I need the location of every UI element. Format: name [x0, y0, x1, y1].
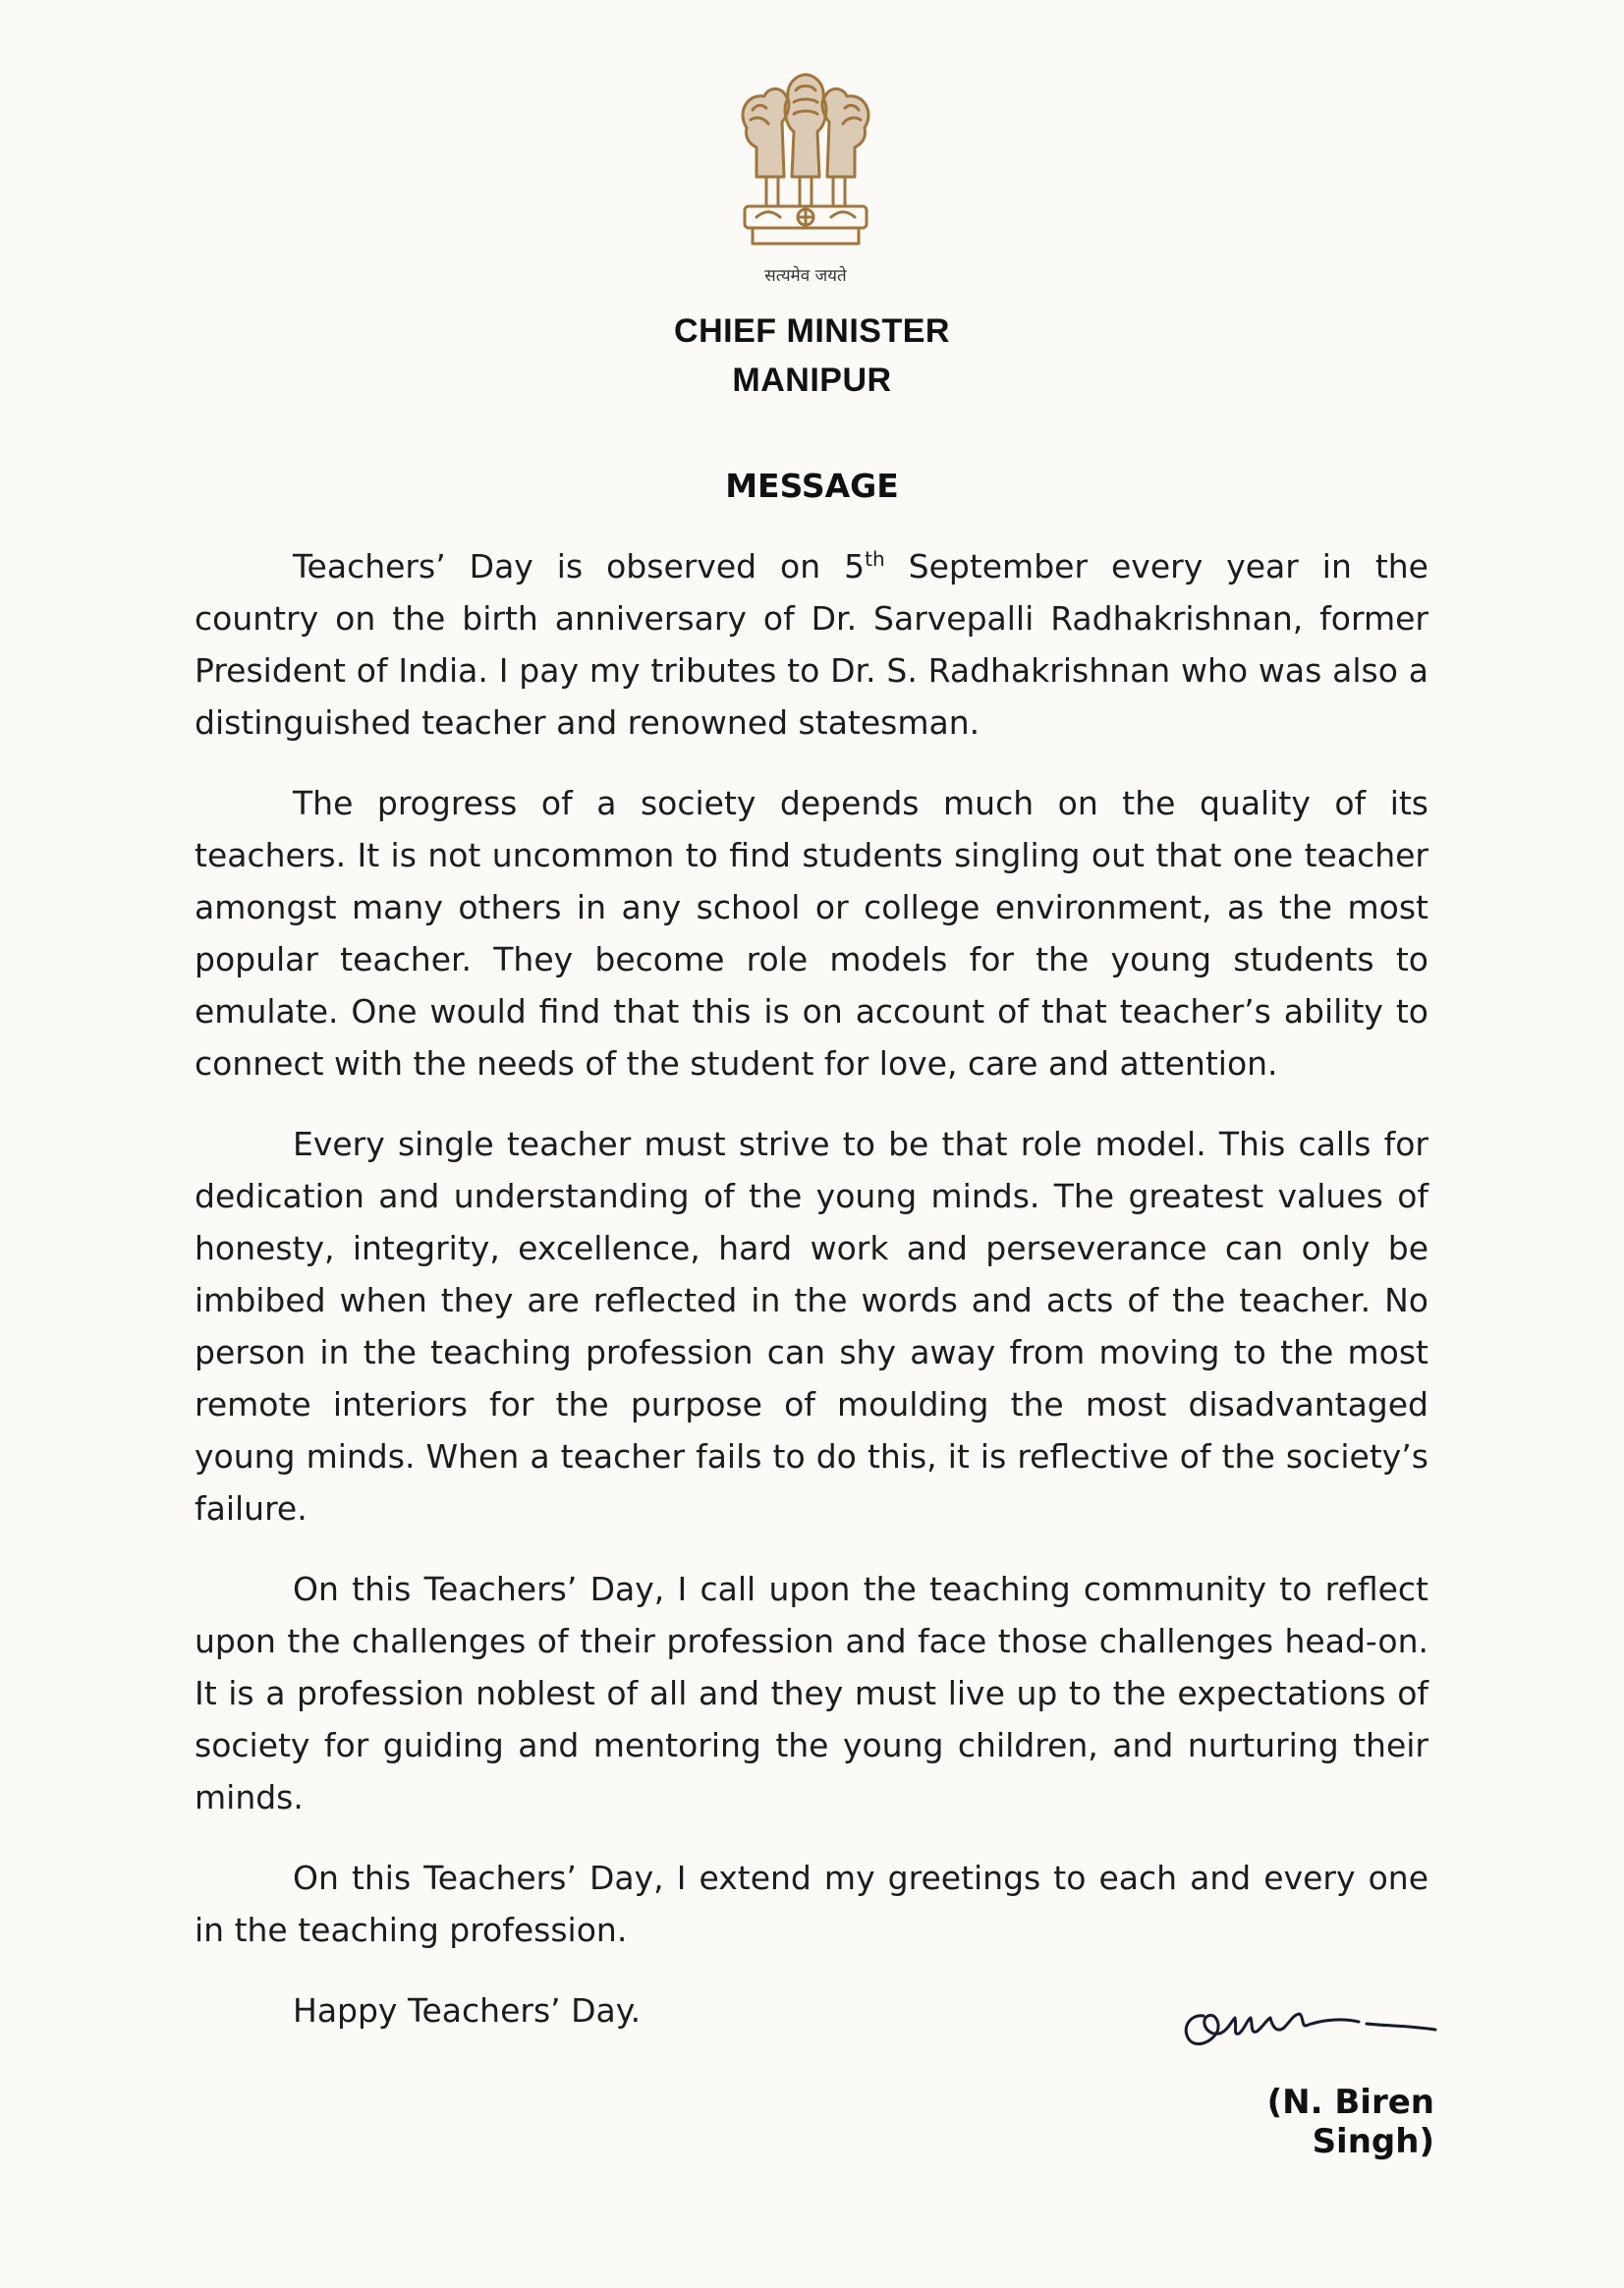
paragraph-1-start: Teachers’ Day is observed on 5	[293, 547, 866, 586]
handwritten-signature	[1174, 1975, 1439, 2063]
paragraph-2: The progress of a society depends much on the quality of its teachers. It is not uncommon to find students singling out that one teacher amongst many others in any school or college environment, as the most popular teacher. They become role models for the young students to emulate. One would find that this is on account of that teacher’s ability to connect with the needs of the student for love, care and attention.	[195, 784, 1428, 1083]
signatory-name: (N. Biren Singh)	[1266, 2083, 1434, 2161]
message-title: MESSAGE	[725, 467, 899, 505]
paragraph-5: On this Teachers’ Day, I extend my greetings to each and every one in the teaching profession.	[195, 1859, 1428, 1949]
paragraph-6: Happy Teachers’ Day.	[293, 1991, 642, 2030]
ordinal-suffix: th	[865, 547, 885, 571]
lion-capital-icon	[727, 69, 884, 265]
paragraph-1	[195, 540, 1428, 749]
national-emblem	[727, 69, 884, 295]
office-state: MANIPUR	[732, 362, 892, 399]
emblem-motto: सत्यमेव जयते	[764, 266, 847, 286]
office-title: CHIEF MINISTER	[674, 312, 950, 350]
paragraph-4: On this Teachers’ Day, I call upon the teaching community to reflect upon the challenges of their profession and face those challenges head-on. It is a profession noblest of all and they must live up to the expectations of society for guiding and mentoring the young children, and nurturing their minds.	[195, 1570, 1428, 1816]
message-body	[195, 540, 1428, 2065]
paragraph-1-rest: September every year in the country on the birth anniversary of Dr. Sarvepalli Radhakrishnan, former President of India. I pay my tributes to Dr. S. Radhakrishnan who was also a distinguished teacher and renowned statesman.	[195, 547, 1428, 742]
paragraph-3: Every single teacher must strive to be that role model. This calls for dedication and understanding of the young minds. The greatest values of honesty, integrity, excellence, hard work and perseverance can only be imbibed when they are reflected in the words and acts of the teacher. No person in the teaching profession can shy away from moving to the most remote interiors for the purpose of moulding the most disadvantaged young minds. When a teacher fails to do this, it is reflective of the society’s failure.	[195, 1125, 1428, 1528]
